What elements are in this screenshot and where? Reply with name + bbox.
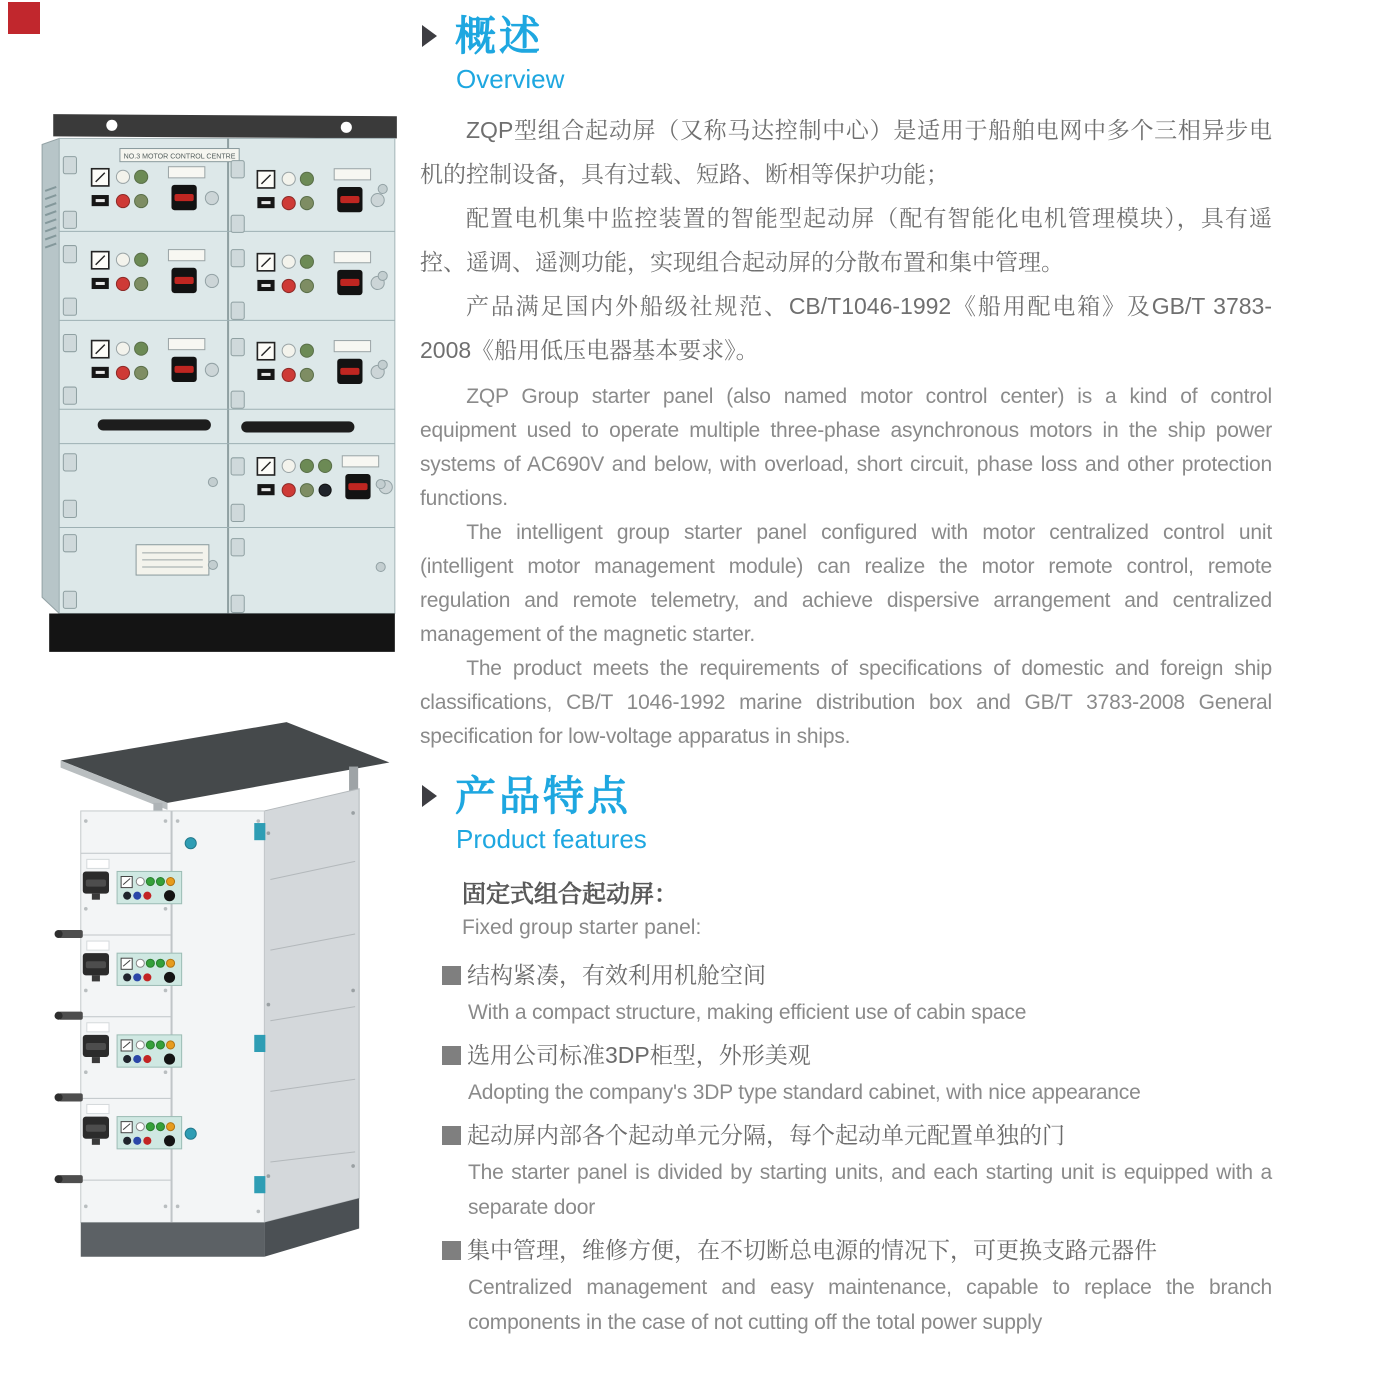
cabinet2-illustration bbox=[52, 702, 396, 1282]
cabinet1-side-panel bbox=[42, 138, 59, 613]
cabinet1-illustration bbox=[38, 98, 404, 664]
cabinet2-side-panel bbox=[264, 789, 359, 1223]
bullet-square-icon bbox=[442, 966, 461, 985]
cabinet2-front bbox=[55, 811, 266, 1223]
cabinet-render-perspective bbox=[52, 702, 396, 1282]
bullet-square-icon bbox=[442, 1046, 461, 1065]
features-title-zh: 产品特点 bbox=[455, 773, 631, 819]
section-marker-icon bbox=[422, 25, 437, 47]
overview-paragraph-en: The product meets the requirements of specifications of domestic and foreign ship classifications, CB/T 1046-1992 marine distribution box and GB/T 3783-2008 General specification for low-voltage apparatus in ships. bbox=[420, 657, 1272, 748]
overview-paragraph-en: ZQP Group starter panel (also named motor control center) is a kind of control equipment used to operate multiple three-phase asynchronous motors in the ship power systems of AC690V and below, with overload, short circuit, phase loss and other protection functions. bbox=[420, 385, 1272, 510]
feature-zh-line bbox=[442, 1036, 1272, 1074]
overview-title-zh: 概述 bbox=[455, 13, 543, 59]
feature-item bbox=[442, 956, 1272, 1030]
overview-header bbox=[420, 12, 1272, 60]
features-title-en: Product features bbox=[456, 824, 647, 854]
overview-paragraph-zh: 产品满足国内外船级社规范、CB/T1046-1992《船用配电箱》及GB/T 3783-2008《船用低压电器基本要求》。 bbox=[420, 293, 1272, 363]
feature-zh-text: 起动屏内部各个起动单元分隔，每个起动单元配置单独的门 bbox=[467, 1122, 1065, 1148]
overview-paragraph-zh: 配置电机集中监控装置的智能型起动屏（配有智能化电机管理模块），具有遥控、遥调、遥测功能，实现组合起动屏的分散布置和集中管理。 bbox=[420, 205, 1272, 275]
bullet-square-icon bbox=[442, 1126, 461, 1145]
features-subtitle-en: Fixed group starter panel: bbox=[462, 916, 702, 939]
features-section bbox=[420, 772, 1272, 1340]
cabinet1-nameplate-text: NO.3 MOTOR CONTROL CENTRE bbox=[123, 153, 236, 161]
feature-item bbox=[442, 1036, 1272, 1110]
feature-zh-text: 结构紧凑，有效利用机舱空间 bbox=[467, 962, 766, 988]
feature-en-text: Adopting the company's 3DP type standard cabinet, with nice appearance bbox=[468, 1081, 1141, 1104]
bullet-square-icon bbox=[442, 1241, 461, 1260]
feature-zh-line bbox=[442, 1116, 1272, 1154]
cabinet-photo-front bbox=[38, 98, 404, 664]
features-list bbox=[442, 956, 1272, 1340]
cabinet1-plinth bbox=[49, 613, 395, 651]
feature-zh-line bbox=[442, 956, 1272, 994]
feature-zh-text: 集中管理，维修方便，在不切断总电源的情况下，可更换支路元器件 bbox=[467, 1237, 1157, 1263]
overview-paragraph-zh: ZQP型组合起动屏（又称马达控制中心）是适用于船舶电网中多个三相异步电机的控制设备，具有过载、短路、断相等保护功能； bbox=[420, 117, 1272, 187]
features-header bbox=[420, 772, 1272, 820]
overview-title-en: Overview bbox=[456, 64, 565, 94]
corner-marker bbox=[8, 2, 40, 34]
overview-section bbox=[420, 12, 1272, 754]
section-marker-icon bbox=[422, 785, 437, 807]
overview-paragraph-en: The intelligent group starter panel configured with motor centralized control unit (intelligent motor management module) can realize the motor remote control, remote regulation and remote telemetry, and achieve dispersive arrangement and centralized management of the magnetic starter. bbox=[420, 521, 1272, 646]
feature-zh-text: 选用公司标准3DP柜型，外形美观 bbox=[467, 1042, 811, 1068]
cabinet1-front bbox=[59, 138, 395, 613]
feature-zh-line bbox=[442, 1231, 1272, 1269]
cabinet1-top-bar bbox=[53, 114, 397, 138]
features-subtitle-zh: 固定式组合起动屏： bbox=[462, 881, 678, 908]
feature-item bbox=[442, 1116, 1272, 1225]
feature-en-text: The starter panel is divided by starting units, and each starting unit is equipped with a separate door bbox=[468, 1161, 1272, 1219]
feature-item bbox=[442, 1231, 1272, 1340]
feature-en-text: With a compact structure, making efficient use of cabin space bbox=[468, 1001, 1027, 1024]
feature-en-text: Centralized management and easy maintenance, capable to replace the branch components in the case of not cutting off the total power supply bbox=[468, 1276, 1272, 1334]
